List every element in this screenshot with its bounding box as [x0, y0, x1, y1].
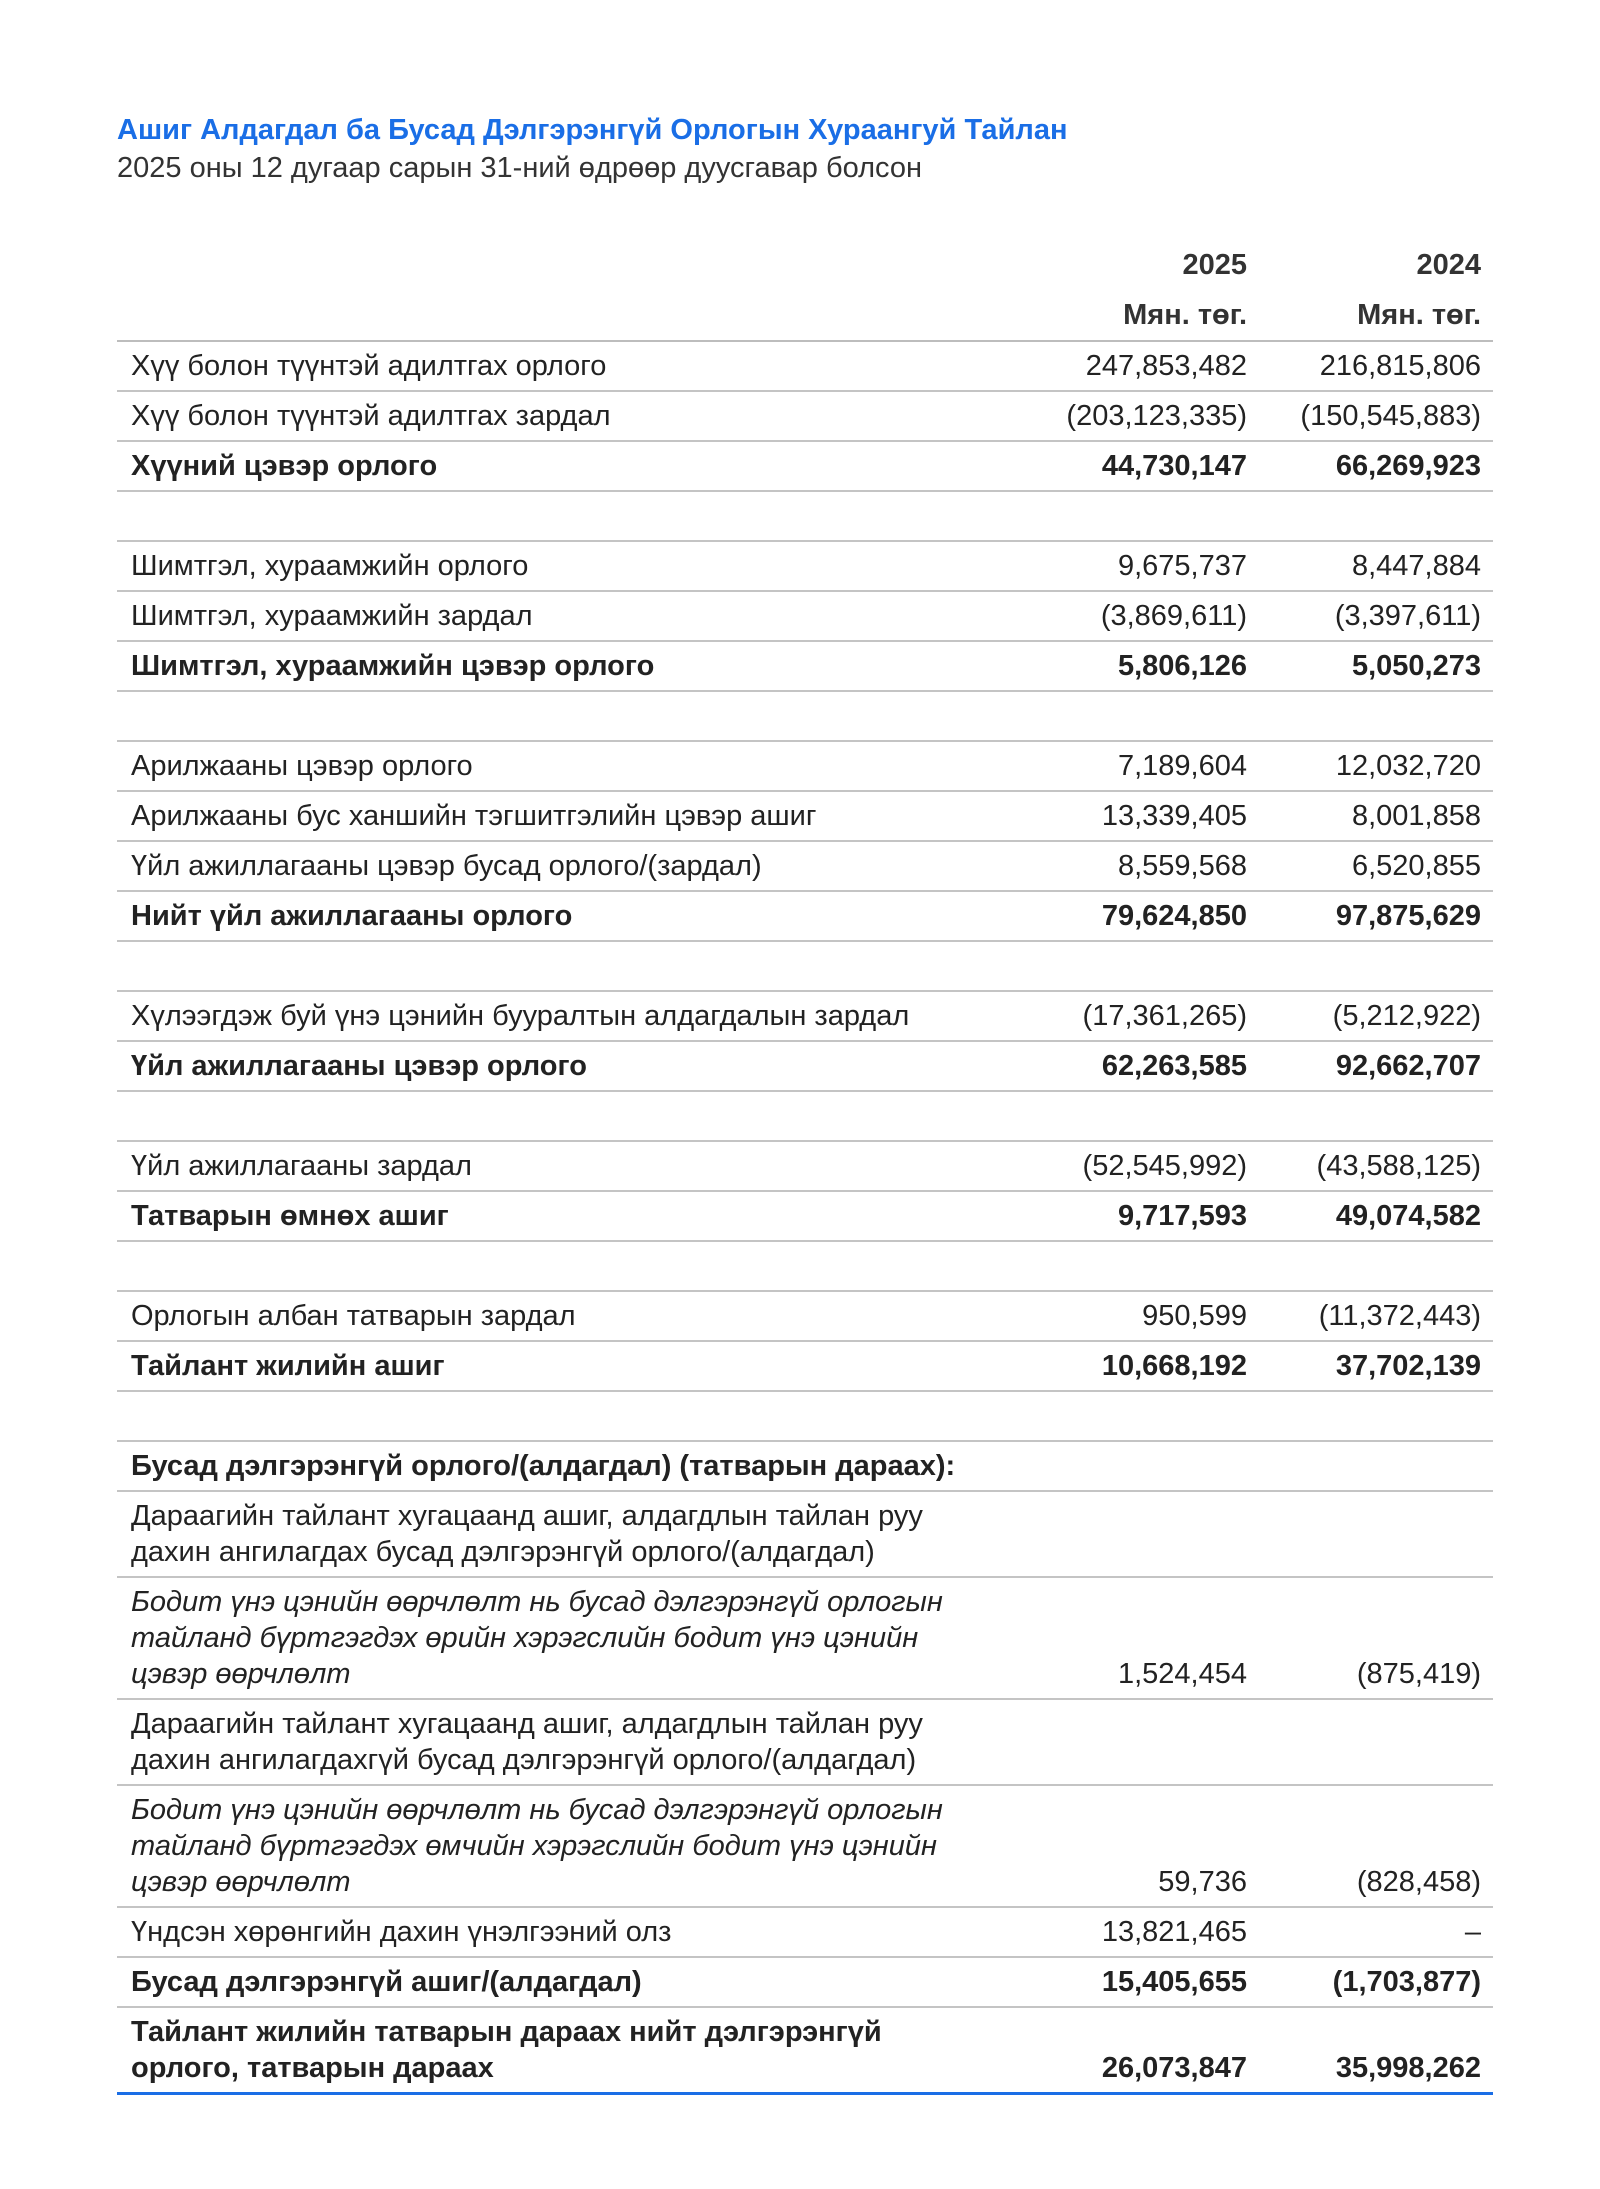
value-2025: 9,675,737 — [1117, 550, 1247, 582]
spacer-row — [117, 1391, 1493, 1441]
unit-2025-header: Мян. төг. — [1123, 299, 1247, 331]
value-2024 — [1259, 1491, 1493, 1577]
value-2025: 1,524,454 — [1117, 1658, 1247, 1690]
table-row — [117, 1291, 1493, 1341]
row-label: Үндсэн хөрөнгийн дахин үнэлгээний олз — [131, 1916, 672, 1948]
year-2025-header: 2025 — [1182, 249, 1247, 281]
row-label: Хүү болон түүнтэй адилтгах орлого — [131, 350, 607, 382]
label-line: Тайлант жилийн татварын дараах нийт дэлгэрэнгүй — [131, 2016, 882, 2048]
table-row — [117, 991, 1493, 1041]
table-row — [117, 841, 1493, 891]
label-line: тайланд бүртгэгдэх өрийн хэрэгслийн бодит үнэ цэнийн — [131, 1622, 919, 1654]
spacer-row — [117, 691, 1493, 741]
statement-subtitle: 2025 оны 12 дугаар сарын 31-ний өдрөөр дуусгавар болсон — [117, 152, 922, 184]
table-row — [117, 1577, 1493, 1699]
value-2024: 216,815,806 — [1319, 350, 1481, 382]
unit-2024-header: Мян. төг. — [1357, 299, 1481, 331]
value-2024: 35,998,262 — [1335, 2052, 1481, 2084]
value-2024: (150,545,883) — [1300, 400, 1481, 432]
value-2024: 92,662,707 — [1335, 1050, 1481, 1082]
row-label: Татварын өмнөх ашиг — [131, 1200, 449, 1232]
table-row — [117, 1785, 1493, 1907]
spacer-row — [117, 1241, 1493, 1291]
value-2024: (1,703,877) — [1332, 1966, 1481, 1998]
value-2025: 13,339,405 — [1101, 800, 1247, 832]
table-row — [117, 1491, 1493, 1577]
value-2024: (43,588,125) — [1316, 1150, 1481, 1182]
row-label: Шимтгэл, хураамжийн орлого — [131, 550, 529, 582]
spacer-row — [117, 491, 1493, 541]
value-2024 — [1259, 1699, 1493, 1785]
value-2025: 59,736 — [1158, 1866, 1247, 1898]
subtotal-row — [117, 1041, 1493, 1091]
row-label: Бусад дэлгэрэнгүй ашиг/(алдагдал) — [131, 1966, 642, 1998]
value-2025 — [1029, 1491, 1259, 1577]
label-line: дахин ангилагдах бусад дэлгэрэнгүй орлого/(алдагдал) — [131, 1536, 875, 1568]
value-2025: 10,668,192 — [1101, 1350, 1247, 1382]
value-2024: 66,269,923 — [1335, 450, 1481, 482]
value-2025: 8,559,568 — [1117, 850, 1247, 882]
row-label: Үйл ажиллагааны цэвэр орлого — [131, 1050, 587, 1082]
row-label: Арилжааны бус ханшийн тэгшитгэлийн цэвэр ашиг — [131, 800, 817, 832]
value-2024: 8,447,884 — [1351, 550, 1481, 582]
table-row — [117, 541, 1493, 591]
row-label — [117, 1785, 1029, 1907]
row-label: Хүү болон түүнтэй адилтгах зардал — [131, 400, 611, 432]
value-2025: 950,599 — [1142, 1300, 1247, 1332]
value-2024: 37,702,139 — [1335, 1350, 1481, 1382]
section-header-label: Бусад дэлгэрэнгүй орлого/(алдагдал) (татварын дараах): — [131, 1450, 956, 1482]
label-line: Бодит үнэ цэнийн өөрчлөлт нь бусад дэлгэрэнгүй орлогын — [131, 1794, 943, 1826]
value-2024: (11,372,443) — [1318, 1300, 1481, 1332]
subtotal-row — [117, 641, 1493, 691]
value-2025: (203,123,335) — [1066, 400, 1247, 432]
value-2025: 79,624,850 — [1101, 900, 1247, 932]
income-statement-table — [117, 250, 1493, 2095]
value-2024: (5,212,922) — [1332, 1000, 1481, 1032]
value-2025: 13,821,465 — [1101, 1916, 1247, 1948]
subtotal-row — [117, 891, 1493, 941]
row-label: Хүүний цэвэр орлого — [131, 450, 438, 482]
subtotal-row — [117, 1957, 1493, 2007]
table-row — [117, 341, 1493, 391]
value-2025: 62,263,585 — [1101, 1050, 1247, 1082]
table-row — [117, 741, 1493, 791]
value-2025: (17,361,265) — [1082, 1000, 1247, 1032]
statement-title: Ашиг Алдагдал ба Бусад Дэлгэрэнгүй Орлогын Хураангуй Тайлан — [117, 114, 1068, 146]
value-2024: (875,419) — [1356, 1658, 1481, 1690]
label-line: Дараагийн тайлант хугацаанд ашиг, алдагдлын тайлан руу — [131, 1500, 923, 1532]
value-2025: 15,405,655 — [1101, 1966, 1247, 1998]
value-2025: 26,073,847 — [1101, 2052, 1247, 2084]
row-label: Шимтгэл, хураамжийн цэвэр орлого — [131, 650, 655, 682]
subtotal-row — [117, 441, 1493, 491]
value-2025 — [1029, 1699, 1259, 1785]
section-header-row — [117, 1441, 1493, 1491]
value-2025: 9,717,593 — [1117, 1200, 1247, 1232]
row-label — [117, 2007, 1029, 2094]
row-label — [117, 1577, 1029, 1699]
subtotal-row — [117, 1191, 1493, 1241]
row-label: Үйл ажиллагааны цэвэр бусад орлого/(зардал) — [131, 850, 762, 882]
value-2024: 6,520,855 — [1351, 850, 1481, 882]
grand-total-row — [117, 2007, 1493, 2094]
label-line: тайланд бүртгэгдэх өмчийн хэрэгслийн бодит үнэ цэнийн — [131, 1830, 937, 1862]
row-label: Үйл ажиллагааны зардал — [131, 1150, 472, 1182]
row-label: Хүлээгдэж буй үнэ цэнийн бууралтын алдагдалын зардал — [131, 1000, 910, 1032]
value-2024: (828,458) — [1356, 1866, 1481, 1898]
row-label: Орлогын албан татварын зардал — [131, 1300, 576, 1332]
table-row — [117, 791, 1493, 841]
value-2024: 5,050,273 — [1351, 650, 1481, 682]
label-line: цэвэр өөрчлөлт — [131, 1658, 351, 1690]
label-line: Дараагийн тайлант хугацаанд ашиг, алдагдлын тайлан руу — [131, 1708, 923, 1740]
value-2024: 12,032,720 — [1335, 750, 1481, 782]
subtotal-row — [117, 1341, 1493, 1391]
value-2025: 5,806,126 — [1117, 650, 1247, 682]
spacer-row — [117, 1091, 1493, 1141]
value-2024: 49,074,582 — [1335, 1200, 1481, 1232]
value-2024: 97,875,629 — [1335, 900, 1481, 932]
row-label: Арилжааны цэвэр орлого — [131, 750, 473, 782]
value-2025: 44,730,147 — [1101, 450, 1247, 482]
row-label — [117, 1699, 1029, 1785]
statement-page — [117, 110, 1493, 2084]
year-2024-header: 2024 — [1416, 249, 1481, 281]
value-2025: 7,189,604 — [1117, 750, 1247, 782]
row-label — [117, 1491, 1029, 1577]
spacer-row — [117, 941, 1493, 991]
row-label: Шимтгэл, хураамжийн зардал — [131, 600, 533, 632]
value-2025: (3,869,611) — [1100, 600, 1247, 632]
unit-header-row — [117, 290, 1493, 341]
value-2025: 247,853,482 — [1085, 350, 1247, 382]
table-row — [117, 591, 1493, 641]
table-row — [117, 1907, 1493, 1957]
year-header-row — [117, 250, 1493, 290]
table-row — [117, 1699, 1493, 1785]
label-line: орлого, татварын дараах — [131, 2052, 494, 2084]
label-line: Бодит үнэ цэнийн өөрчлөлт нь бусад дэлгэрэнгүй орлогын — [131, 1586, 943, 1618]
table-row — [117, 1141, 1493, 1191]
row-label: Тайлант жилийн ашиг — [131, 1350, 445, 1382]
label-line: цэвэр өөрчлөлт — [131, 1866, 351, 1898]
table-row — [117, 391, 1493, 441]
value-2024: – — [1464, 1916, 1481, 1948]
label-line: дахин ангилагдахгүй бусад дэлгэрэнгүй орлого/(алдагдал) — [131, 1744, 917, 1776]
row-label: Нийт үйл ажиллагааны орлого — [131, 900, 573, 932]
value-2024: 8,001,858 — [1351, 800, 1481, 832]
value-2024: (3,397,611) — [1334, 600, 1481, 632]
value-2025: (52,545,992) — [1082, 1150, 1247, 1182]
